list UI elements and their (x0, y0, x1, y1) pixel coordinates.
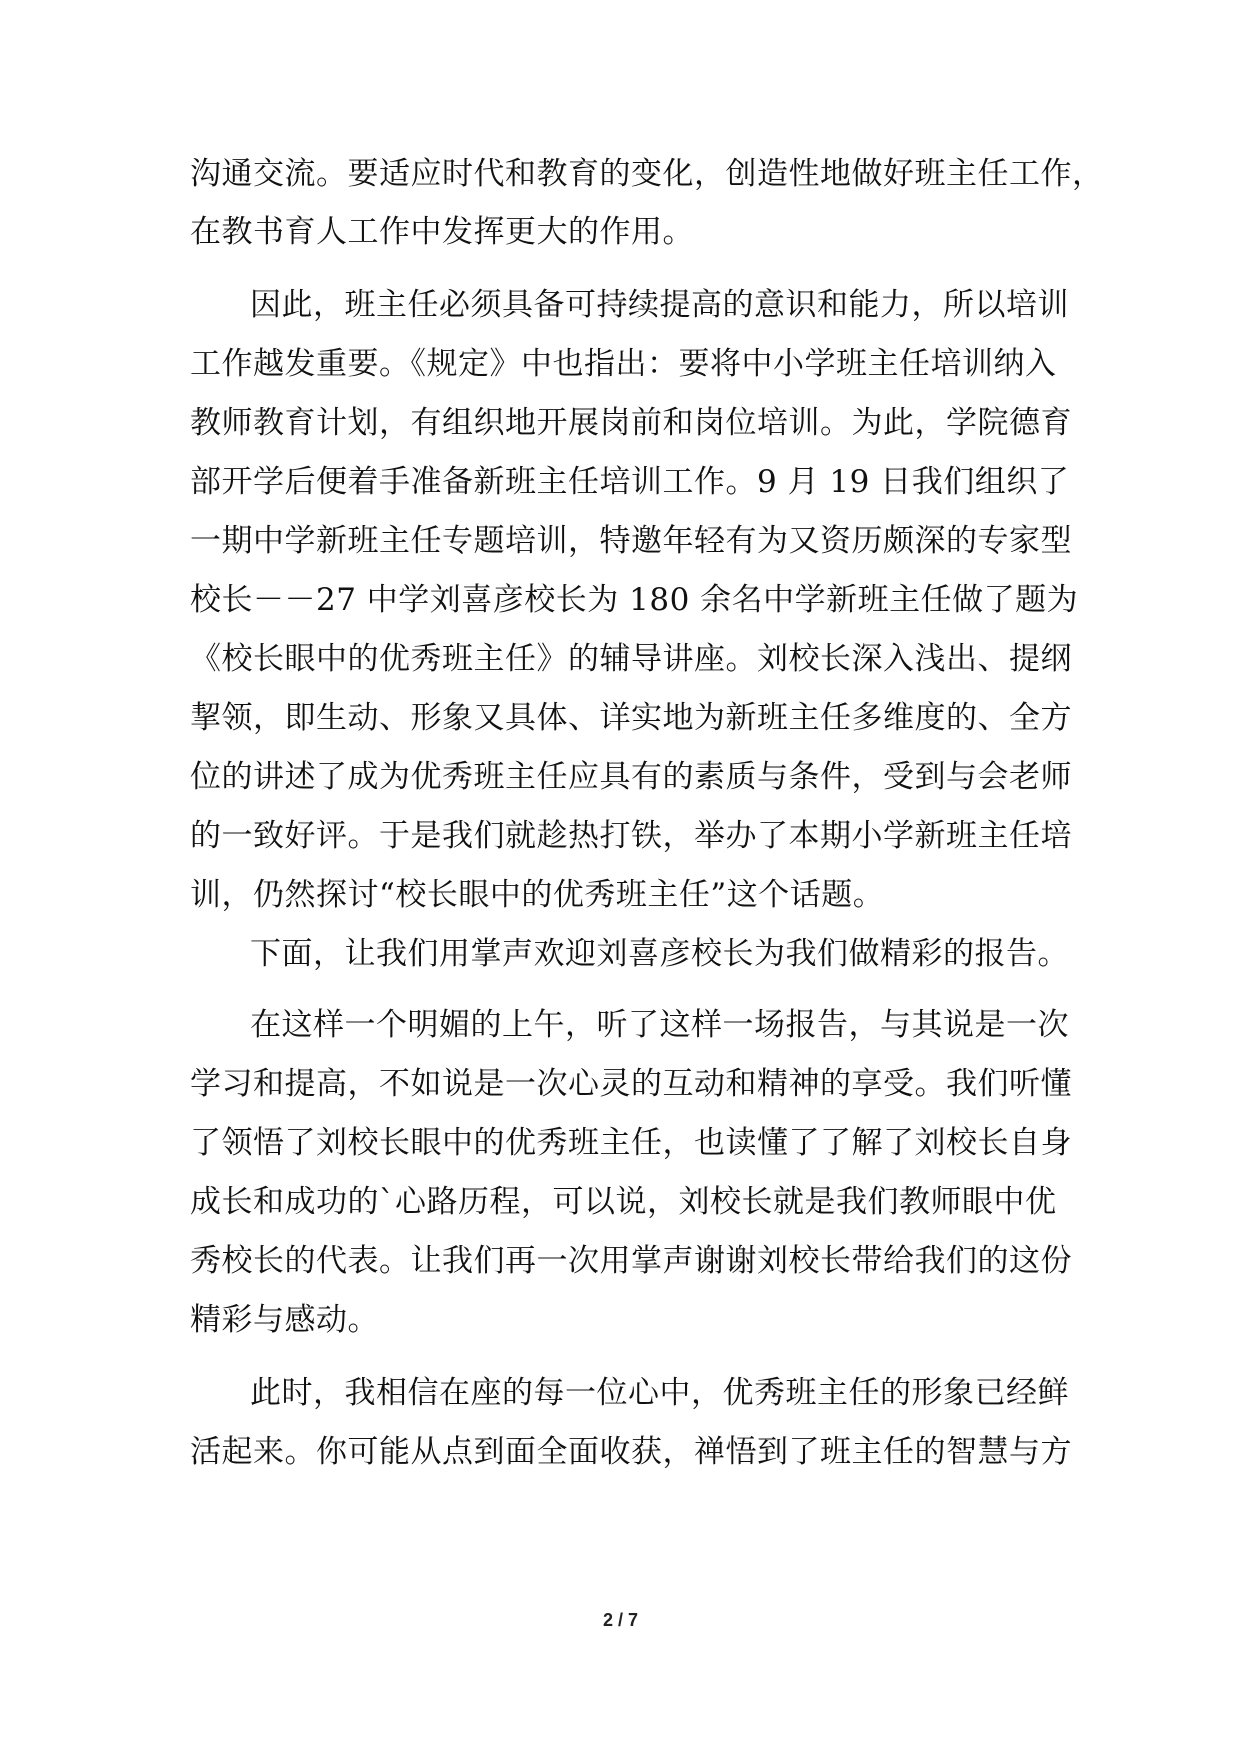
text-line: 校长－－27 中学刘喜彦校长为 180 余名中学新班主任做了题为 (190, 582, 1079, 618)
text-line: 训，仍然探讨“校长眼中的优秀班主任”这个话题。 (190, 877, 885, 913)
text-line: 下面，让我们用掌声欢迎刘喜彦校长为我们做精彩的报告。 (250, 936, 1069, 972)
text-line: 了领悟了刘校长眼中的优秀班主任，也读懂了了解了刘校长自身 (190, 1125, 1072, 1161)
text-line: 沟通交流。要适应时代和教育的变化，创造性地做好班主任工作， (190, 156, 1104, 192)
text-line: 在教书育人工作中发挥更大的作用。 (190, 214, 694, 250)
text-line: 秀校长的代表。让我们再一次用掌声谢谢刘校长带给我们的这份 (190, 1243, 1072, 1279)
text-line: 教师教育计划，有组织地开展岗前和岗位培训。为此，学院德育 (190, 405, 1072, 441)
text-line: 成长和成功的`心路历程，可以说，刘校长就是我们教师眼中优 (190, 1184, 1057, 1220)
text-line: 此时，我相信在座的每一位心中，优秀班主任的形象已经鲜 (250, 1375, 1069, 1411)
text-line: 的一致好评。于是我们就趁热打铁，举办了本期小学新班主任培 (190, 818, 1072, 854)
text-line: 学习和提高，不如说是一次心灵的互动和精神的享受。我们听懂 (190, 1066, 1072, 1102)
text-line: 精彩与感动。 (190, 1302, 379, 1338)
text-line: 在这样一个明媚的上午，听了这样一场报告，与其说是一次 (250, 1007, 1069, 1043)
text-line: 挈领，即生动、形象又具体、详实地为新班主任多维度的、全方 (190, 700, 1072, 736)
page-number: 2 / 7 (602, 1610, 639, 1630)
text-line: 活起来。你可能从点到面全面收获，禅悟到了班主任的智慧与方 (190, 1434, 1072, 1470)
text-line: 一期中学新班主任专题培训，特邀年轻有为又资历颇深的专家型 (190, 523, 1072, 559)
text-line: 《校长眼中的优秀班主任》的辅导讲座。刘校长深入浅出、提纲 (190, 641, 1072, 677)
text-line: 工作越发重要。《规定》中也指出：要将中小学班主任培训纳入 (190, 346, 1057, 382)
text-line: 因此，班主任必须具备可持续提高的意识和能力，所以培训 (250, 287, 1069, 323)
text-line: 位的讲述了成为优秀班主任应具有的素质与条件，受到与会老师 (190, 759, 1072, 795)
text-line: 部开学后便着手准备新班主任培训工作。9 月 19 日我们组织了 (190, 464, 1070, 500)
